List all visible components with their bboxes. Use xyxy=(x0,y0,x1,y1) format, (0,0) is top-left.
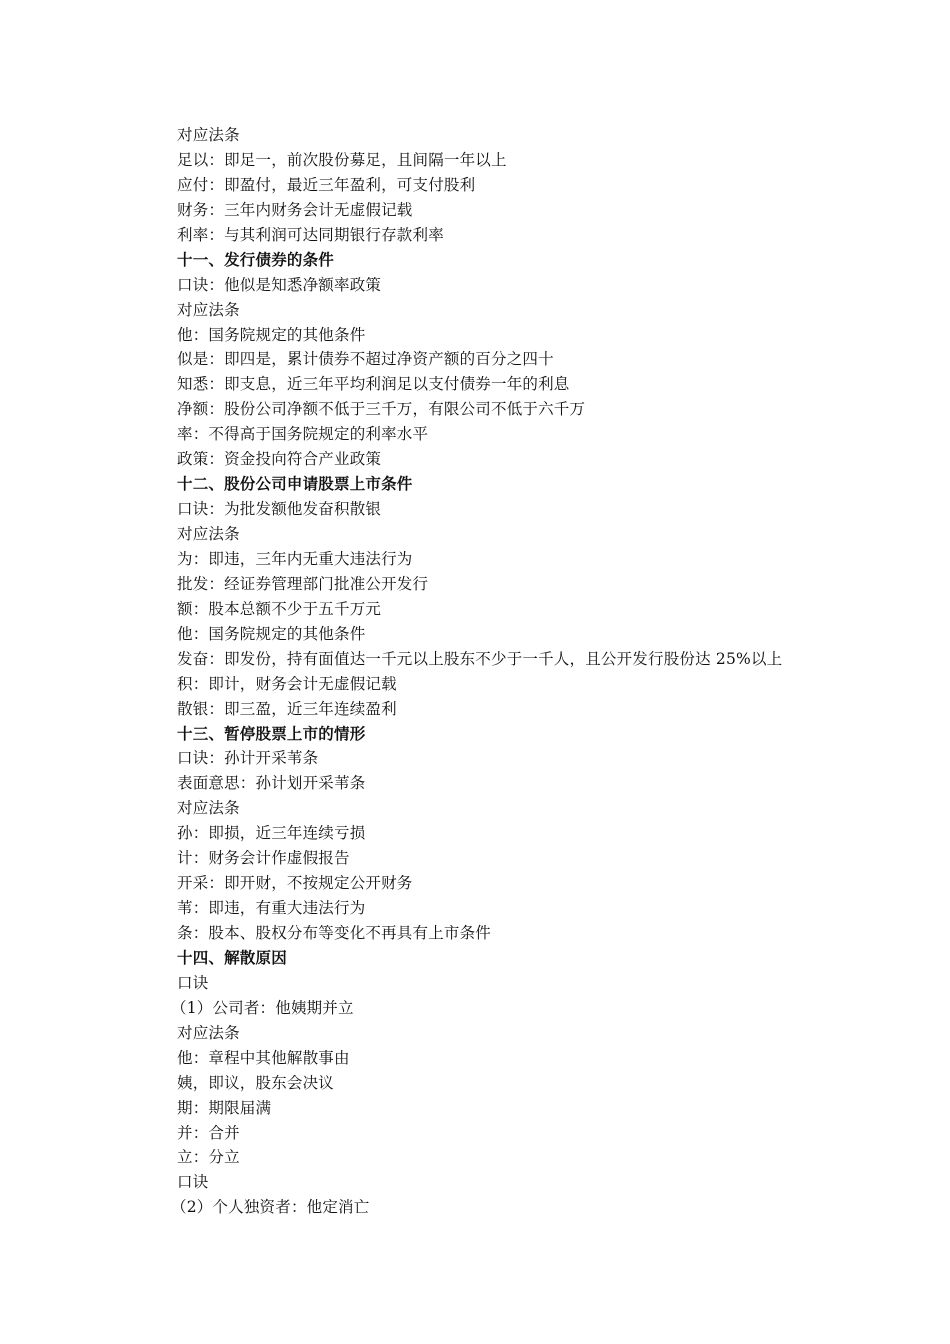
section-heading: 十二、股份公司申请股票上市条件 xyxy=(177,474,413,494)
text-line: 他：国务院规定的其他条件 xyxy=(177,624,366,643)
text-line: （2）个人独资者：他定消亡 xyxy=(171,1198,370,1217)
text-line: 积：即计，财务会计无虚假记载 xyxy=(177,674,397,693)
text-line: 苇：即违，有重大违法行为 xyxy=(177,899,366,918)
text-line: 期：期限届满 xyxy=(177,1098,272,1117)
text-line: 率：不得高于国务院规定的利率水平 xyxy=(177,425,429,444)
text-line: 口诀 xyxy=(177,973,209,992)
text-line: 口诀：为批发额他发奋积散银 xyxy=(177,500,382,519)
text-line: 口诀 xyxy=(177,1173,209,1192)
text-line: 似是：即四是，累计债券不超过净资产额的百分之四十 xyxy=(177,350,554,369)
text-line: 利率：与其利润可达同期银行存款利率 xyxy=(177,225,444,244)
document-body xyxy=(171,123,877,1220)
text-line: 孙：即损，近三年连续亏损 xyxy=(177,824,366,843)
text-line: 对应法条 xyxy=(177,525,240,543)
text-line: 计：财务会计作虚假报告 xyxy=(177,849,350,868)
text-line: 姨，即议，股东会决议 xyxy=(177,1073,335,1092)
text-line: 发奋：即发份，持有面值达一千元以上股东不少于一千人，且公开发行股份达 25%以上 xyxy=(177,649,783,668)
text-line: 政策：资金投向符合产业政策 xyxy=(177,450,382,469)
text-line: 口诀：孙计开采苇条 xyxy=(177,749,319,768)
text-line: 条：股本、股权分布等变化不再具有上市条件 xyxy=(177,924,492,942)
text-line: 批发：经证券管理部门批准公开发行 xyxy=(177,574,429,593)
text-line: 足以：即足一，前次股份募足，且间隔一年以上 xyxy=(177,150,507,169)
text-line: 对应法条 xyxy=(177,799,240,818)
text-line: 额：股本总额不少于五千万元 xyxy=(177,599,382,618)
text-line: 应付：即盈付，最近三年盈利，可支付股利 xyxy=(177,175,476,194)
text-line: 开采：即开财，不按规定公开财务 xyxy=(177,874,413,893)
text-line: 净额：股份公司净额不低于三千万，有限公司不低于六千万 xyxy=(177,400,586,419)
text-line: 对应法条 xyxy=(177,1023,240,1042)
text-line: 表面意思：孙计划开采苇条 xyxy=(177,774,366,793)
section-heading: 十三、暂停股票上市的情形 xyxy=(177,723,366,743)
text-line: 他：章程中其他解散事由 xyxy=(177,1048,350,1067)
text-line: 口诀：他似是知悉净额率政策 xyxy=(177,275,382,294)
text-line: 知悉：即支息，近三年平均利润足以支付债券一年的利息 xyxy=(177,375,570,394)
text-line: （1）公司者：他姨期并立 xyxy=(171,998,354,1017)
text-line: 财务：三年内财务会计无虚假记载 xyxy=(177,200,413,219)
section-heading: 十四、解散原因 xyxy=(177,947,287,967)
section-heading: 十一、发行债券的条件 xyxy=(177,249,335,269)
text-line: 他：国务院规定的其他条件 xyxy=(177,325,366,344)
text-line: 为：即违，三年内无重大违法行为 xyxy=(177,549,413,568)
text-line: 对应法条 xyxy=(177,126,240,144)
text-line: 对应法条 xyxy=(177,300,240,319)
text-line: 并：合并 xyxy=(177,1123,240,1142)
text-line: 立：分立 xyxy=(177,1148,240,1167)
text-line: 散银：即三盈，近三年连续盈利 xyxy=(177,699,397,718)
